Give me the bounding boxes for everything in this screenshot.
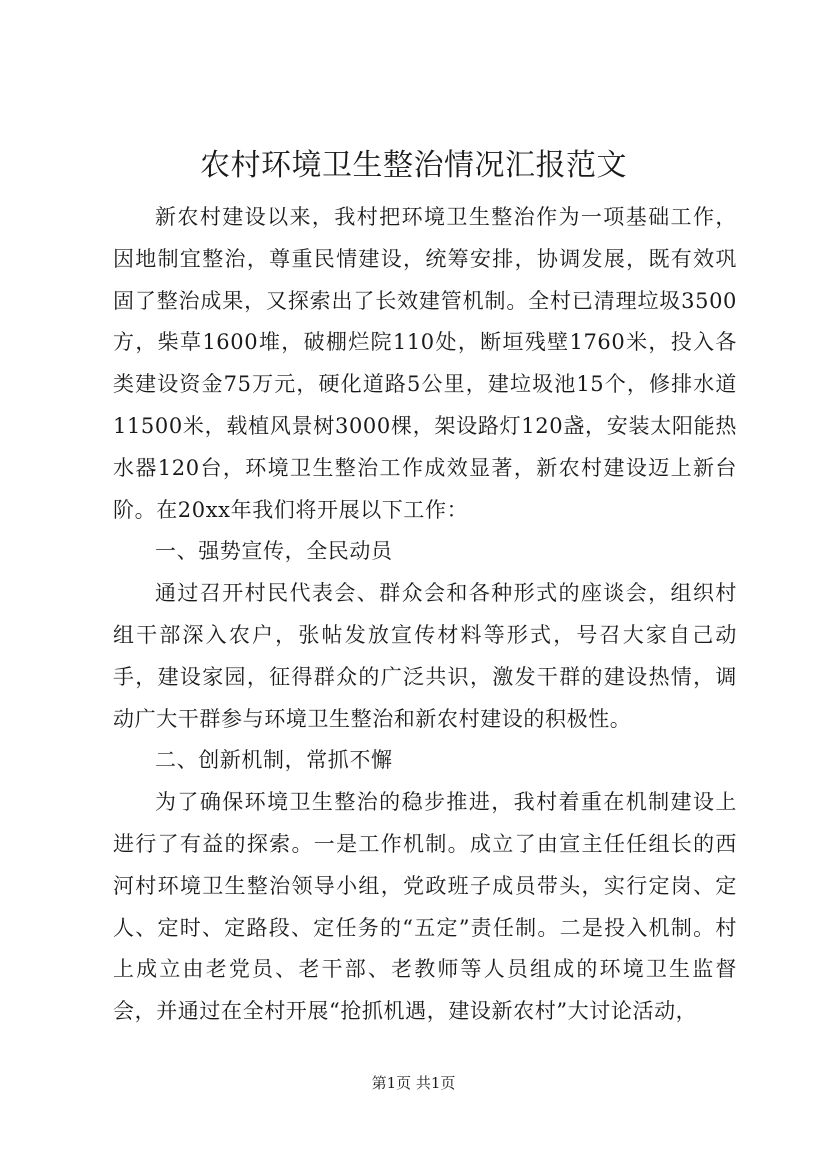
document-body xyxy=(113,197,737,1033)
section-heading-1: 一、强势宣传，全民动员 xyxy=(155,539,393,564)
document-title: 农村环境卫生整治情况汇报范文 xyxy=(200,148,627,183)
section-heading-2: 二、创新机制，常抓不懈 xyxy=(155,748,393,773)
paragraph-mechanism: 为了确保环境卫生整治的稳步推进，我村着重在机制建设上进行了有益的探索。一是工作机制。成立了由宣主任任组长的西河村环境卫生整治领导小组，党政班子成员带头，实行定岗、定人、定时、定路段、定任务的“五定”责任制。二是投入机制。村上成立由老党员、老干部、老教师等人员组成的环境卫生监督会，并通过在全村开展“抢抓机遇，建设新农村”大讨论活动， xyxy=(113,790,737,1024)
page-footer: 第1页 共1页 xyxy=(371,1074,456,1092)
paragraph-intro: 新农村建设以来，我村把环境卫生整治作为一项基础工作，因地制宜整治，尊重民情建设，统筹安排，协调发展，既有效巩固了整治成果，又探索出了长效建管机制。全村已清理垃圾3500方，柴草1600堆，破棚烂院110处，断垣残壁1760米，投入各类建设资金75万元，硬化道路5公里，建垃圾池15个，修排水道11500米，载植风景树3000棵，架设路灯120盏，安装太阳能热水器120台，环境卫生整治工作成效显著，新农村建设迈上新台阶。在20xx年我们将开展以下工作： xyxy=(113,205,737,522)
paragraph-publicity: 通过召开村民代表会、群众会和各种形式的座谈会，组织村组干部深入农户，张帖发放宣传材料等形式，号召大家自己动手，建设家园，征得群众的广泛共识，激发干群的建设热情，调动广大干群参与环境卫生整治和新农村建设的积极性。 xyxy=(113,581,737,731)
